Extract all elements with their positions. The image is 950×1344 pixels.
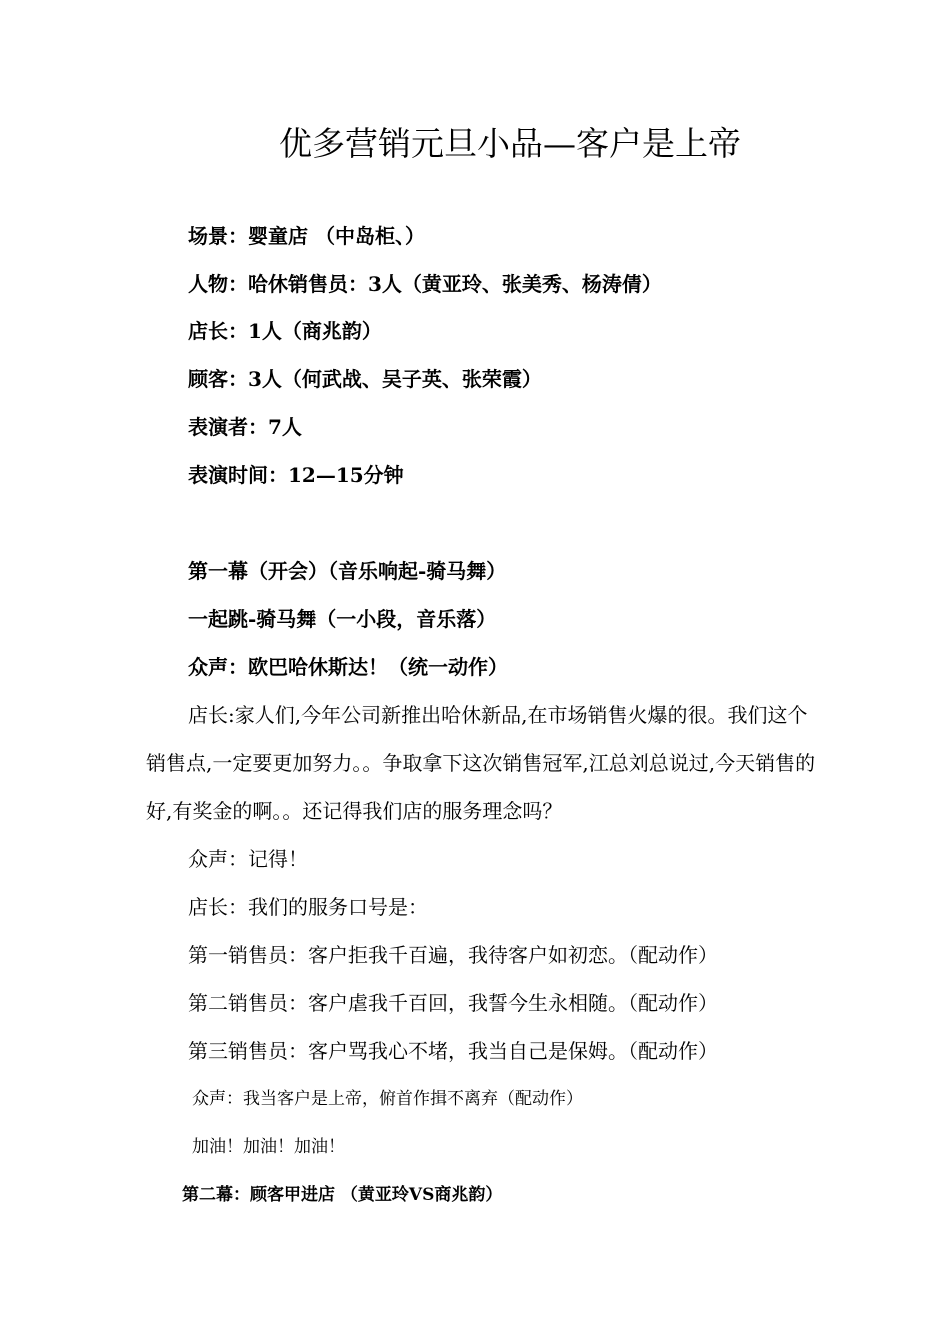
act1-chorus-final: 众声：我当客户是上帝，俯首作揖不离弃（配动作） — [192, 1089, 583, 1109]
act1-chorus-reply: 众声：记得！ — [188, 847, 308, 871]
act1-seller2-line: 第二销售员：客户虐我千百回，我誓今生永相随。（配动作） — [188, 991, 718, 1015]
act1-manager-slogan-intro: 店长：我们的服务口号是： — [188, 895, 428, 919]
document-title: 优多营销元旦小品—客户是上帝 — [279, 124, 741, 163]
act1-cheer: 加油！加油！加油！ — [192, 1137, 345, 1157]
setup-manager: 店长：1人（商兆韵） — [188, 319, 382, 343]
act1-seller1-line: 第一销售员：客户拒我千百遍，我待客户如初恋。（配动作） — [188, 943, 718, 967]
setup-performers: 表演者：7人 — [188, 415, 302, 439]
act1-heading: 第一幕（开会）（音乐响起-骑马舞） — [188, 559, 507, 583]
setup-scene: 场景：婴童店 （中岛柜、） — [188, 224, 425, 248]
act1-manager-speech: 店长:家人们,今年公司新推出哈休新品,在市场销售火爆的很。我们这个销售点,一定要更加努力。。争取拿下这次销售冠军,江总刘总说过,今天销售的好,有奖金的啊。。还记得我们店的服务理念吗？ — [146, 703, 816, 823]
act1-chorus: 众声：欧巴哈休斯达！（统一动作） — [188, 655, 508, 679]
act2-heading: 第二幕：顾客甲进店 （黄亚玲VS商兆韵） — [182, 1185, 503, 1205]
setup-duration: 表演时间：12—15分钟 — [188, 463, 404, 487]
setup-characters: 人物：哈休销售员：3人（黄亚玲、张美秀、杨涛倩） — [188, 272, 662, 296]
setup-customers: 顾客：3人（何武战、吴子英、张荣霞） — [188, 367, 542, 391]
act1-dance: 一起跳-骑马舞（一小段，音乐落） — [188, 607, 497, 631]
act1-seller3-line: 第三销售员：客户骂我心不堵，我当自己是保姆。（配动作） — [188, 1039, 718, 1063]
